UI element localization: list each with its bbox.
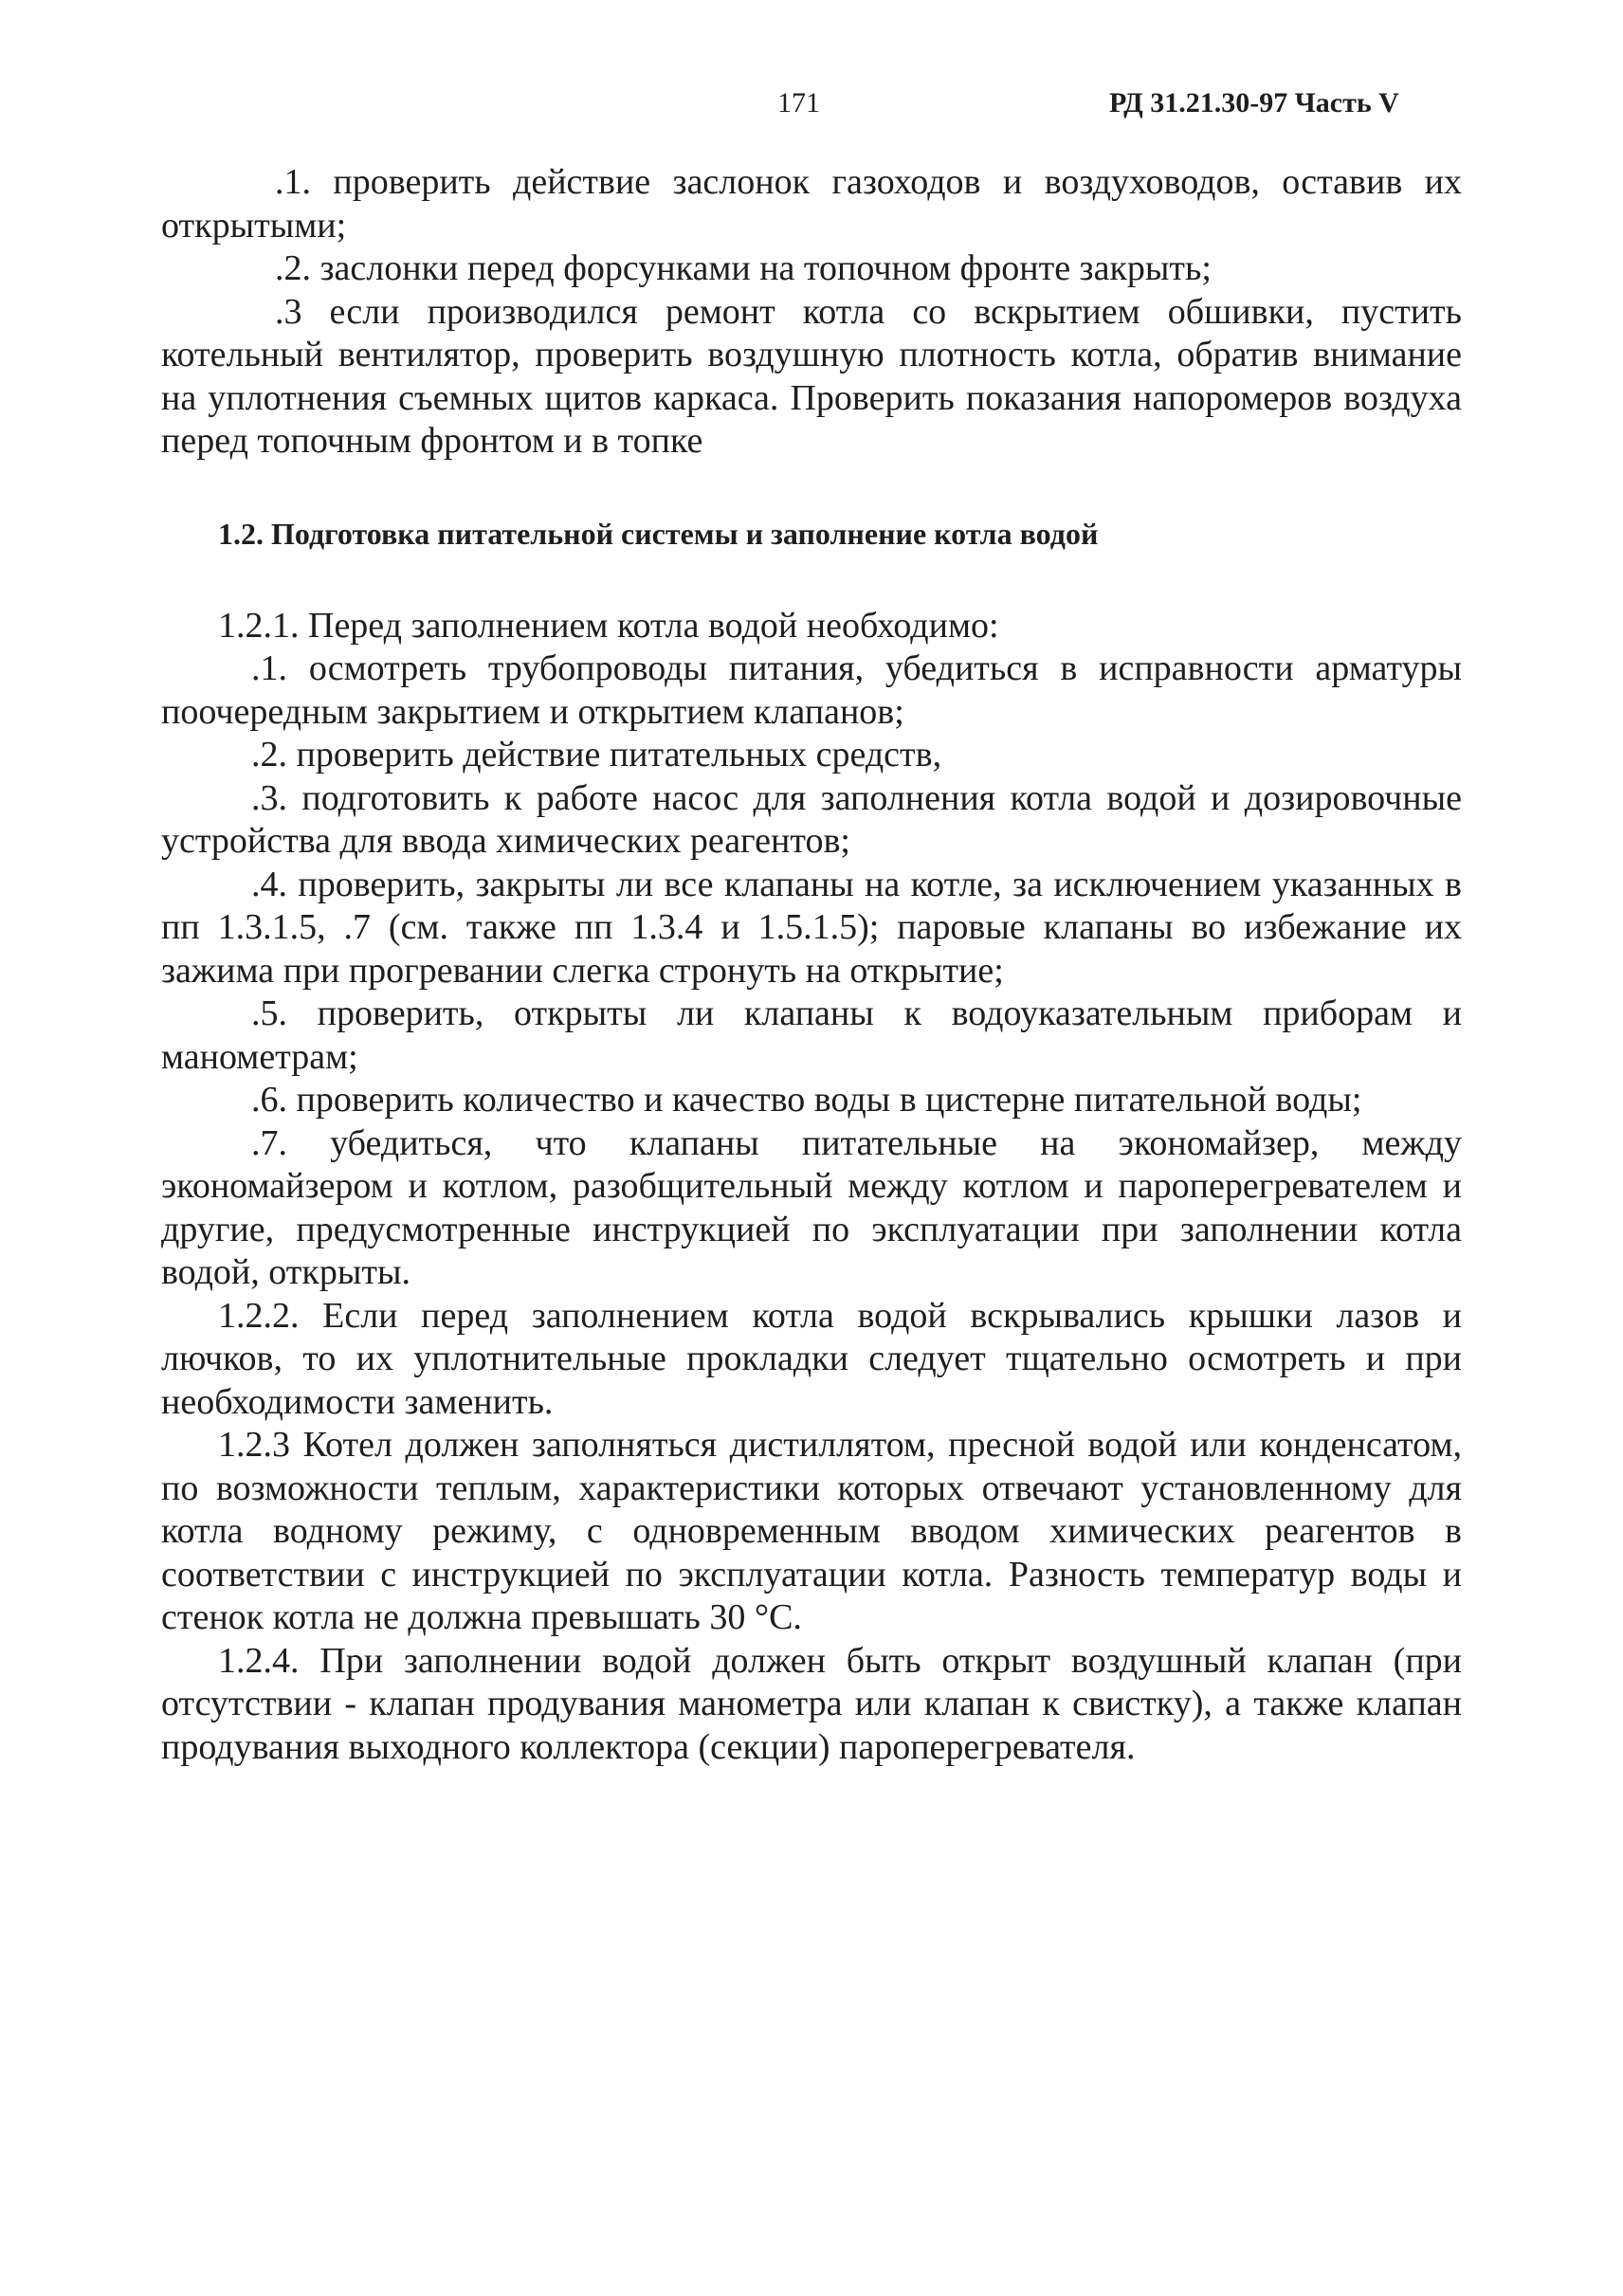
paragraph-1-2-1-item-3: .3. подготовить к работе насос для заполнения котла водой и дозировочные устройства для ввода химических реагентов; bbox=[161, 777, 1462, 861]
paragraph-1-2-4: 1.2.4. При заполнении водой должен быть открыт воздушный клапан (при отсутствии - клапан продувания манометра или клапан к свистку), а также клапан продувания выходного коллектора (секции) пароперегревателя. bbox=[161, 1640, 1462, 1767]
section-heading: 1.2. Подготовка питательной системы и заполнение котла водой bbox=[218, 516, 1099, 551]
document-code: РД 31.21.30-97 Часть V bbox=[1109, 87, 1399, 118]
paragraph-1-2-1-item-7: .7. убедиться, что клапаны питательные на экономайзер, между экономайзером и котлом, разобщительный между котлом и пароперегревателем и другие, предусмотренные инструкцией по эксплуатации при заполнении котла водой, открыты. bbox=[161, 1122, 1462, 1292]
paragraph-1-2-1-item-6: .6. проверить количество и качество воды в цистерне питательной воды; bbox=[251, 1080, 1362, 1120]
document-body bbox=[161, 161, 1462, 1769]
page-header bbox=[0, 87, 1623, 125]
paragraph-1-1-item-2: .2. заслонки перед форсунками на топочном фронте закрыть; bbox=[275, 248, 1212, 288]
paragraph-1-2-1-item-4: .4. проверить, закрыты ли все клапаны на котле, за исключением указанных в пп 1.3.1.5, .7 (см. также пп 1.3.4 и 1.5.1.5); паровые клапаны во избежание их зажима при прогревании слегка стронуть на открытие; bbox=[161, 864, 1462, 991]
paragraph-1-1-item-1: .1. проверить действие заслонок газоходов и воздуховодов, оставив их открытыми; bbox=[161, 162, 1462, 246]
paragraph-1-1-item-3: .3 если производился ремонт котла со вскрытием обшивки, пустить котельный вентилятор, проверить воздушную плотность котла, обратив внимание на уплотнения съемных щитов каркаса. Проверить показания напоромеров воздуха перед топочным фронтом и в топке bbox=[161, 291, 1462, 461]
paragraph-1-2-2: 1.2.2. Если перед заполнением котла водой вскрывались крышки лазов и лючков, то их уплотнительные прокладки следует тщательно осмотреть и при необходимости заменить. bbox=[161, 1295, 1462, 1422]
paragraph-1-2-1-item-5: .5. проверить, открыты ли клапаны к водоуказательным приборам и манометрам; bbox=[161, 993, 1462, 1077]
paragraph-1-2-1-item-2: .2. проверить действие питательных средств, bbox=[251, 735, 942, 774]
paragraph-1-2-3: 1.2.3 Котел должен заполняться дистиллятом, пресной водой или конденсатом, по возможности теплым, характеристики которых отвечают установленному для котла водному режиму, с одновременным вводом химических реагентов в соответствии с инструкцией по эксплуатации котла. Разность температур воды и стенок котла не должна превышать 30 °С. bbox=[161, 1425, 1462, 1637]
paragraph-1-2-1: 1.2.1. Перед заполнением котла водой необходимо: bbox=[218, 605, 999, 646]
page-number: 171 bbox=[777, 87, 820, 118]
paragraph-1-2-1-item-1: .1. осмотреть трубопроводы питания, убедиться в исправности арматуры поочередным закрытием и открытием клапанов; bbox=[161, 648, 1462, 732]
